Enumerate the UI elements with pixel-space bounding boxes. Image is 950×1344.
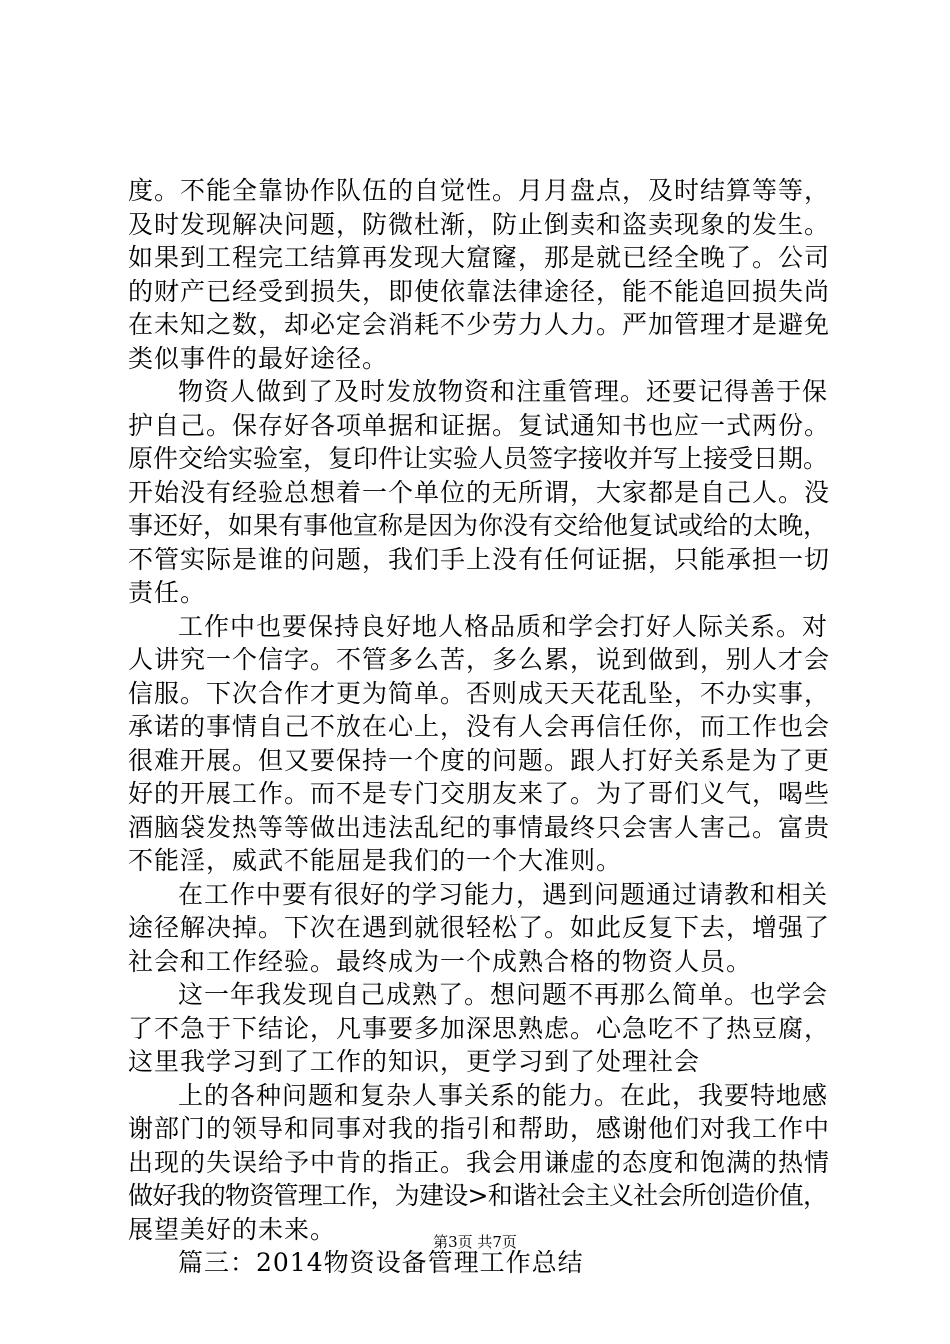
text-line: 很难开展。但又要保持一个度的问题。跟人打好关系是为了更 bbox=[128, 745, 831, 775]
text-line: 酒脑袋发热等等做出违法乱纪的事情最终只会害人害己。富贵 bbox=[128, 812, 831, 842]
paragraph-start-line: 在工作中要有很好的学习能力，遇到问题通过请教和相关 bbox=[178, 879, 829, 909]
text-line: 护自己。保存好各项单据和证据。复试通知书也应一式两份。 bbox=[128, 410, 831, 440]
text-line: 责任。 bbox=[128, 578, 207, 607]
text-line: 不管实际是谁的问题，我们手上没有任何证据，只能承担一切 bbox=[128, 544, 831, 574]
text-line: 做好我的物资管理工作，为建设>和谐社会主义社会所创造价值， bbox=[128, 1181, 828, 1210]
paragraph-start-line: 这一年我发现自己成熟了。想问题不再那么简单。也学会 bbox=[178, 980, 829, 1009]
text-line: 事还好，如果有事他宣称是因为你没有交给他复试或给的太晚， bbox=[128, 511, 829, 540]
section-heading: 篇三：2014物资设备管理工作总结 bbox=[178, 1248, 584, 1277]
text-line: 如果到工程完工结算再发现大窟窿，那是就已经全晚了。公司 bbox=[128, 243, 831, 272]
text-line: 不能淫，威武不能屈是我们的一个大准则。 bbox=[128, 846, 623, 875]
text-line: 在未知之数，却必定会消耗不少劳力人力。严加管理才是避免 bbox=[128, 310, 831, 339]
text-line: 人讲究一个信字。不管多么苦，多么累，说到做到，别人才会 bbox=[128, 645, 831, 674]
text-line: 谢部门的领导和同事对我的指引和帮助，感谢他们对我工作中 bbox=[128, 1114, 831, 1143]
text-line: 了不急于下结论，凡事要多加深思熟虑。心急吃不了热豆腐， bbox=[128, 1013, 831, 1043]
text-line: 的财产已经受到损失，即使依靠法律途径，能不能追回损失尚 bbox=[128, 276, 831, 306]
paragraph-start-line: 物资人做到了及时发放物资和注重管理。还要记得善于保 bbox=[178, 377, 829, 406]
text-line: 展望美好的未来。 bbox=[128, 1214, 337, 1244]
text-line: 社会和工作经验。最终成为一个成熟合格的物资人员。 bbox=[128, 946, 753, 976]
paragraph-start-line: 上的各种问题和复杂人事关系的能力。在此，我要特地感 bbox=[178, 1080, 829, 1110]
text-line: 出现的失误给予中肯的指正。我会用谦虚的态度和饱满的热情 bbox=[128, 1147, 831, 1177]
paragraph-start-line: 工作中也要保持良好地人格品质和学会打好人际关系。对 bbox=[178, 611, 829, 641]
text-line: 好的开展工作。而不是专门交朋友来了。为了哥们义气，喝些 bbox=[128, 779, 831, 808]
page-footer: 第3页 共7页 bbox=[433, 1233, 517, 1251]
document-body bbox=[128, 174, 833, 1280]
text-line: 途径解决掉。下次在遇到就很轻松了。如此反复下去，增强了 bbox=[128, 913, 831, 942]
text-line: 这里我学习到了工作的知识，更学习到了处理社会 bbox=[128, 1047, 701, 1076]
text-line: 类似事件的最好途径。 bbox=[128, 343, 389, 373]
text-line: 开始没有经验总想着一个单位的无所谓，大家都是自己人。没 bbox=[128, 477, 831, 507]
text-line: 承诺的事情自己不放在心上，没有人会再信任你，而工作也会 bbox=[128, 712, 831, 741]
text-line: 及时发现解决问题，防微杜渐，防止倒卖和盗卖现象的发生。 bbox=[128, 209, 831, 239]
text-line: 原件交给实验室，复印件让实验人员签字接收并写上接受日期。 bbox=[128, 444, 829, 473]
text-line: 度。不能全靠协作队伍的自觉性。月月盘点，及时结算等等， bbox=[128, 176, 831, 205]
text-line: 信服。下次合作才更为简单。否则成天天花乱坠，不办实事， bbox=[128, 678, 831, 708]
